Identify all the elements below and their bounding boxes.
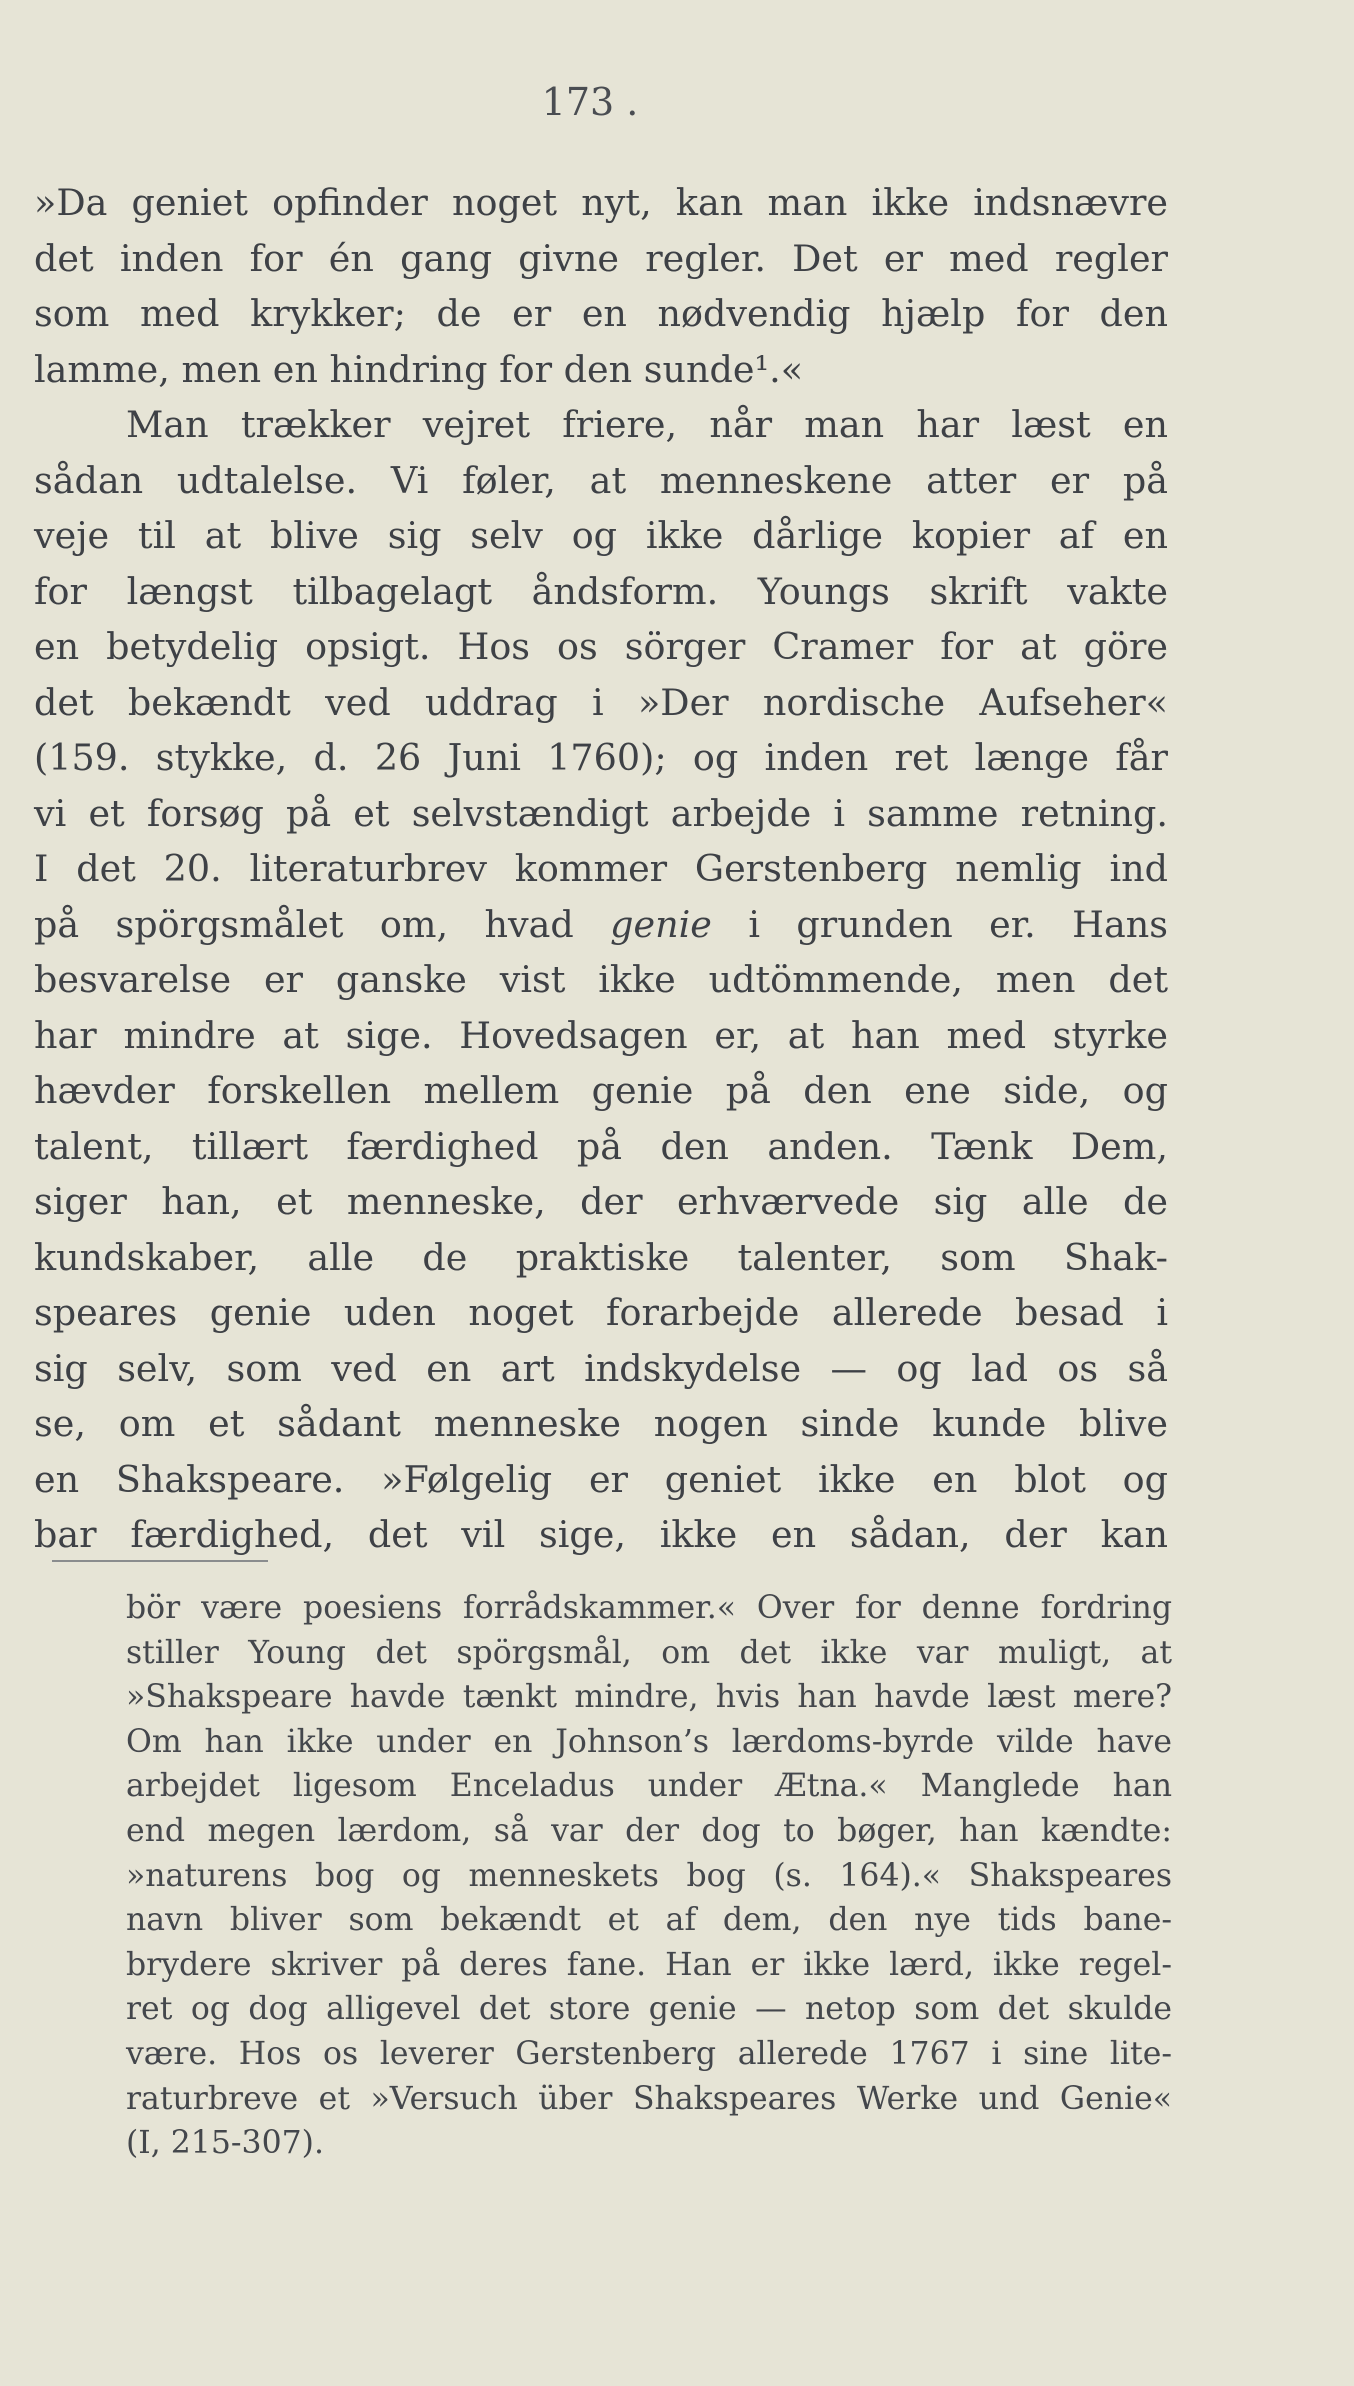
text-line: en Shakspeare. »Følgelig er geniet ikke en blot og bbox=[34, 1457, 1168, 1501]
text-line: veje til at blive sig selv og ikke dårlige kopier af en bbox=[34, 514, 1168, 557]
text-line: en betydelig opsigt. Hos os sörger Cramer for at göre bbox=[34, 625, 1168, 668]
text-line: (159. stykke, d. 26 Juni 1760); og inden ret længe får bbox=[34, 736, 1168, 779]
text-line: siger han, et menneske, der erhværvede sig alle de bbox=[34, 1180, 1168, 1223]
text-line: »Da geniet opfinder noget nyt, kan man ikke indsnævre bbox=[34, 181, 1168, 224]
text-line: for længst tilbagelagt åndsform. Youngs skrift vakte bbox=[34, 569, 1168, 613]
text-segment: i grunden er. Hans bbox=[748, 902, 1169, 946]
footnote-divider bbox=[52, 1560, 268, 1562]
text-line: som med krykker; de er en nødvendig hjælp for den bbox=[34, 292, 1168, 335]
footnote-line: »naturens bog og menneskets bog (s. 164).« Shakspeares bbox=[126, 1857, 1172, 1894]
footnote-line: bör være poesiens forrådskammer.« Over for denne fordring bbox=[126, 1590, 1172, 1626]
text-line: har mindre at sige. Hovedsagen er, at han med styrke bbox=[34, 1013, 1168, 1057]
footnote bbox=[126, 1586, 1172, 2166]
text-segment: på spörgsmålet om, hvad bbox=[34, 902, 574, 946]
text-line: sig selv, som ved en art indskydelse — og lad os så bbox=[34, 1346, 1168, 1390]
footnote-line: (I, 215-307). bbox=[126, 2125, 324, 2162]
text-line: sådan udtalelse. Vi føler, at menneskene atter er på bbox=[34, 458, 1168, 502]
text-line: hævder forskellen mellem genie på den ene side, og bbox=[34, 1069, 1168, 1112]
italic-word: genie bbox=[610, 902, 712, 946]
footnote-line: være. Hos os leverer Gerstenberg allerede 1767 i sine lite- bbox=[126, 2035, 1172, 2072]
text-line: bar færdighed, det vil sige, ikke en sådan, der kan bbox=[34, 1513, 1168, 1556]
text-line: det bekændt ved uddrag i »Der nordische Aufseher« bbox=[34, 680, 1168, 724]
text-line: det inden for én gang givne regler. Det er med regler bbox=[34, 236, 1168, 280]
footnote-line: brydere skriver på deres fane. Han er ikke lærd, ikke regel- bbox=[126, 1946, 1172, 1983]
text-line: talent, tillært færdighed på den anden. Tænk Dem, bbox=[34, 1124, 1168, 1168]
text-line: besvarelse er ganske vist ikke udtömmende, men det bbox=[34, 958, 1168, 1001]
text-line: speares genie uden noget forarbejde allerede besad i bbox=[34, 1291, 1168, 1334]
footnote-line: ret og dog alligevel det store genie — netop som det skulde bbox=[126, 1991, 1172, 2028]
text-line: se, om et sådant menneske nogen sinde kunde blive bbox=[34, 1402, 1168, 1445]
page-number: 173 . bbox=[541, 80, 639, 124]
body-text bbox=[34, 175, 1168, 1563]
footnote-line: arbejdet ligesom Enceladus under Ætna.« Manglede han bbox=[126, 1768, 1172, 1805]
footnote-line: end megen lærdom, så var der dog to bøger, han kændte: bbox=[126, 1812, 1172, 1849]
text-line: Man trækker vejret friere, når man har læst en bbox=[126, 403, 1168, 446]
text-line: vi et forsøg på et selvstændigt arbejde i samme retning. bbox=[34, 791, 1168, 835]
text-line: lamme, men en hindring for den sunde¹.« bbox=[34, 347, 804, 391]
footnote-line: »Shakspeare havde tænkt mindre, hvis han havde læst mere? bbox=[126, 1679, 1172, 1716]
text-line-with-italic bbox=[34, 897, 1168, 953]
footnote-line: Om han ikke under en Johnson’s lærdoms-byrde vilde have bbox=[126, 1723, 1172, 1760]
footnote-line: raturbreve et »Versuch über Shakspeares Werke und Genie« bbox=[126, 2080, 1172, 2117]
text-line: kundskaber, alle de praktiske talenter, som Shak- bbox=[34, 1235, 1168, 1279]
footnote-line: navn bliver som bekændt et af dem, den nye tids bane- bbox=[126, 1902, 1172, 1939]
text-line: I det 20. literaturbrev kommer Gerstenberg nemlig ind bbox=[34, 847, 1168, 890]
footnote-line: stiller Young det spörgsmål, om det ikke var muligt, at bbox=[126, 1634, 1172, 1671]
